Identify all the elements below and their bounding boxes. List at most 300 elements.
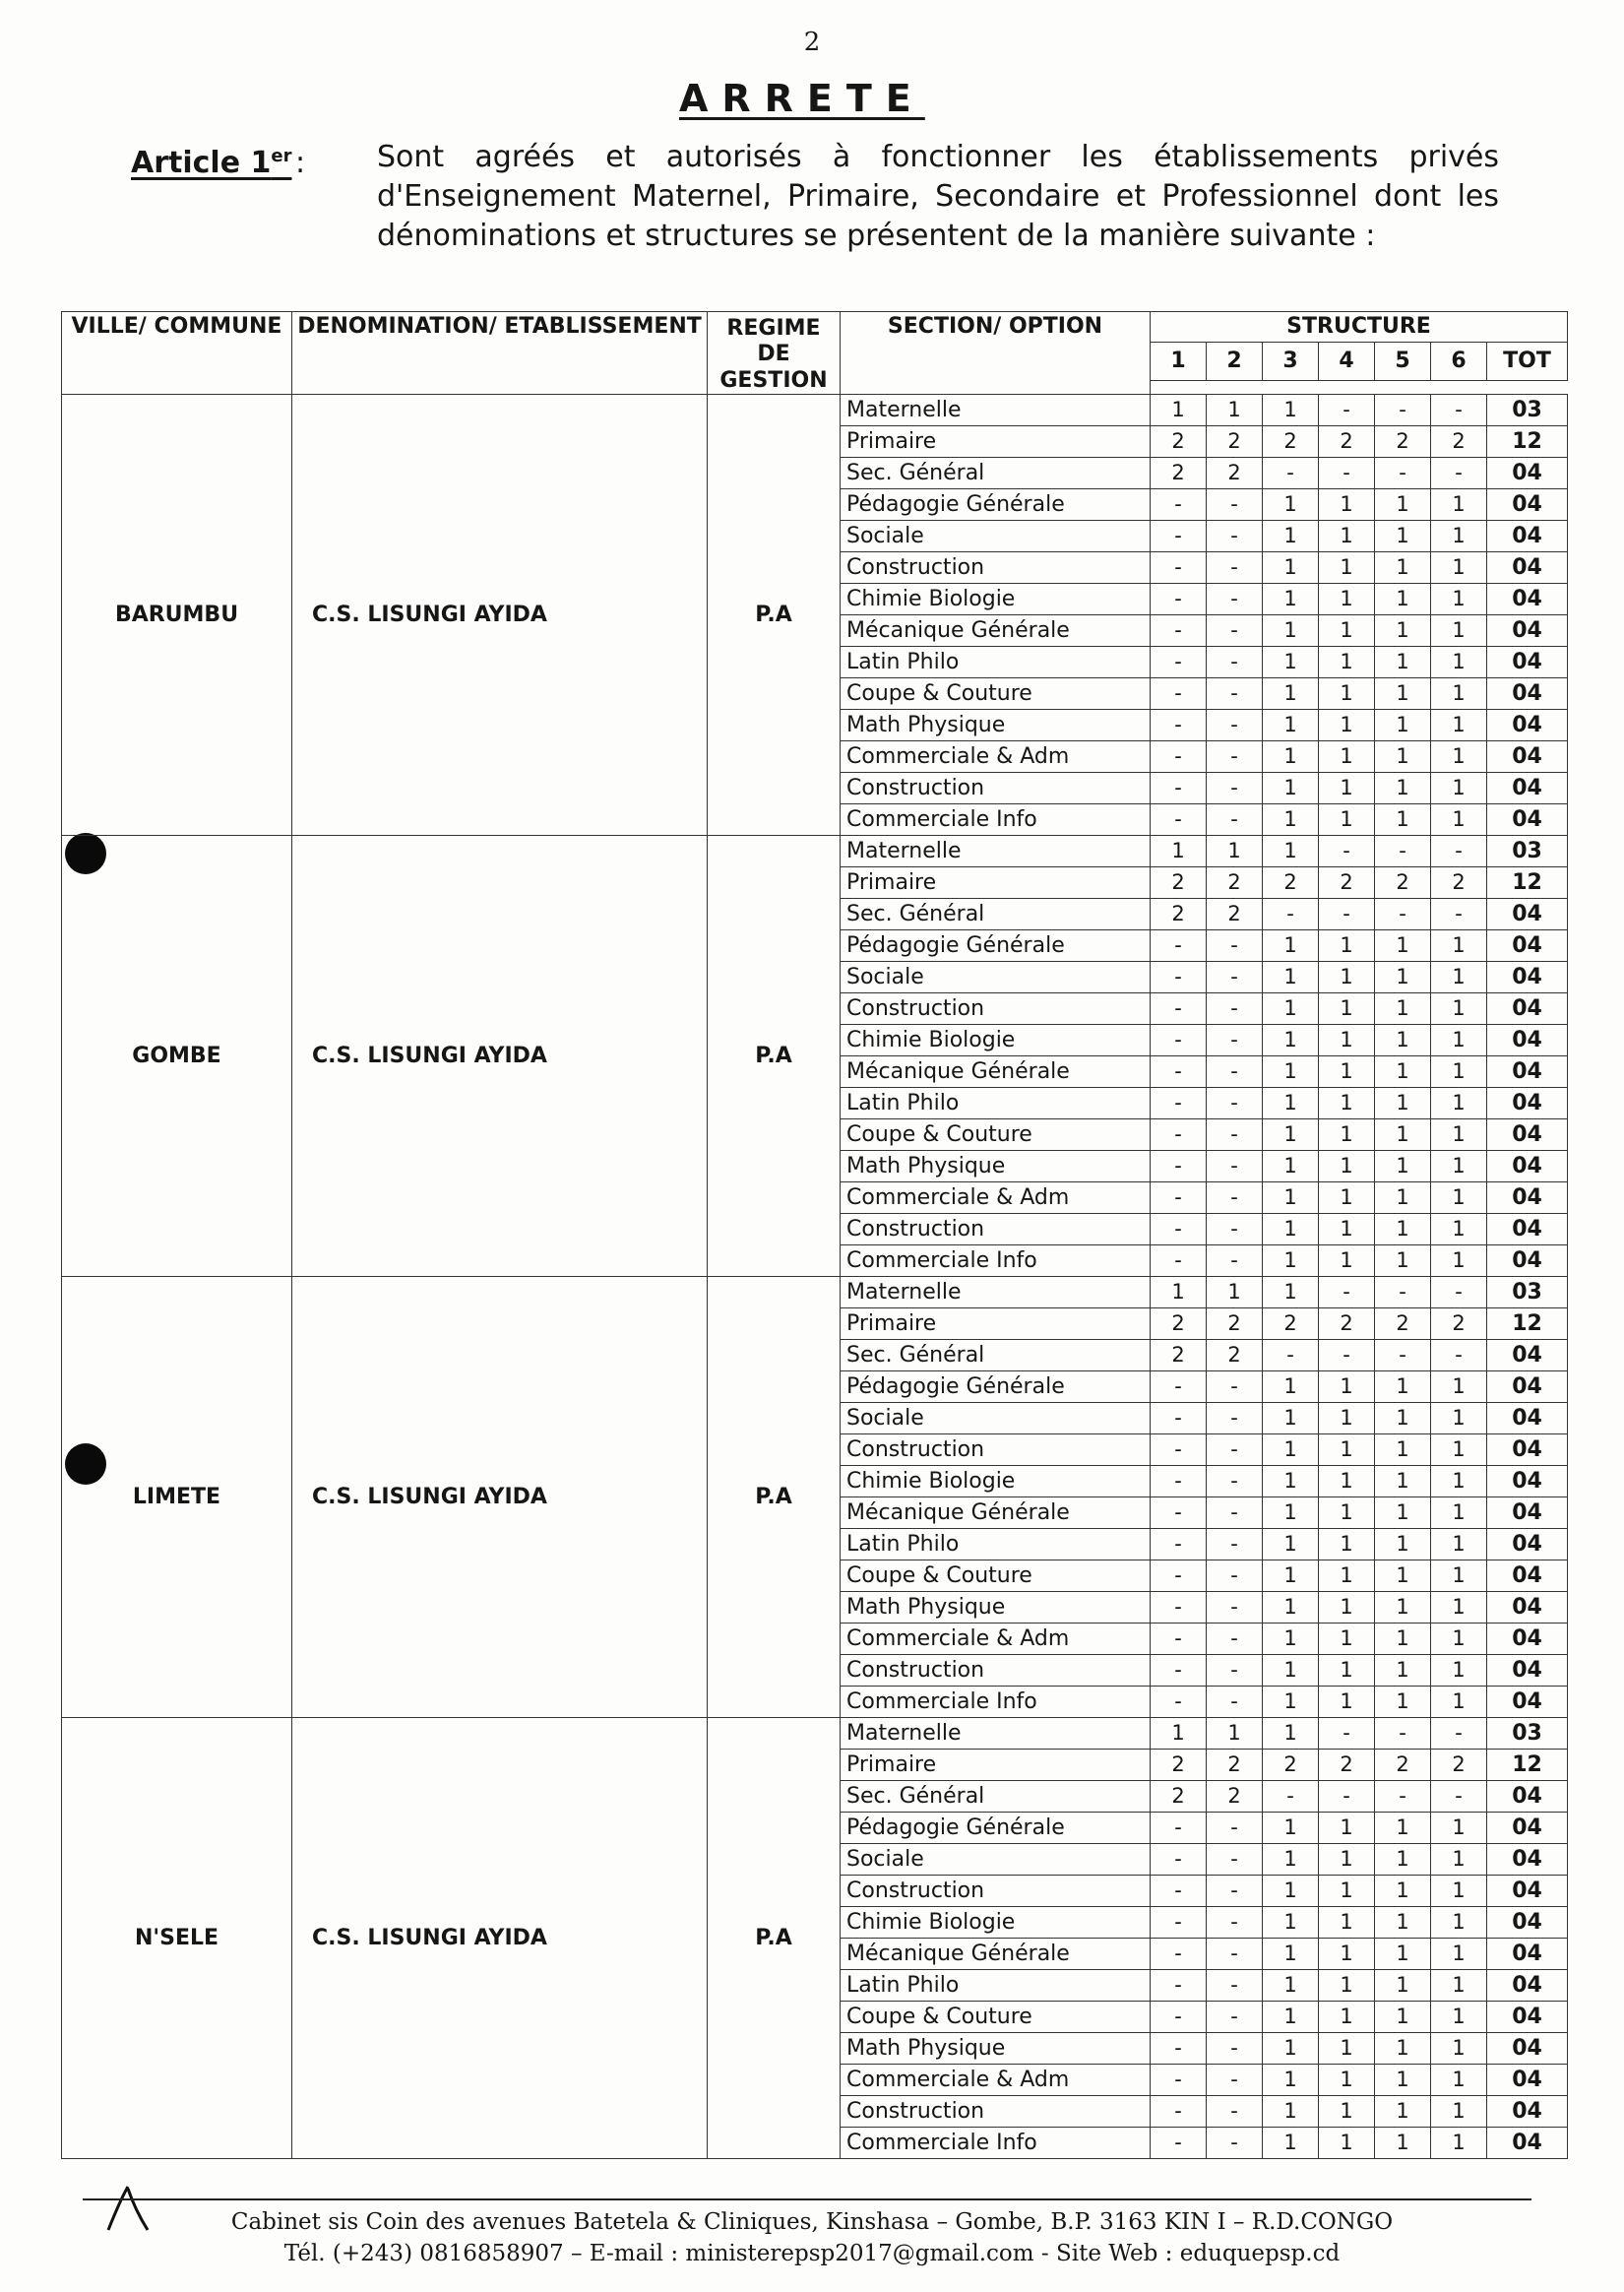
tot-cell: 04	[1487, 1624, 1568, 1655]
section-cell: Mécanique Générale	[841, 1939, 1151, 1970]
year-2-cell: -	[1207, 552, 1263, 584]
year-1-cell: -	[1151, 678, 1207, 710]
year-2-cell: 2	[1207, 426, 1263, 458]
year-1-cell: -	[1151, 1813, 1207, 1844]
year-2-cell: -	[1207, 1687, 1263, 1718]
year-6-cell: 1	[1431, 1056, 1487, 1088]
tot-cell: 04	[1487, 1781, 1568, 1813]
year-6-cell: 1	[1431, 804, 1487, 836]
table-row	[62, 1277, 1568, 1308]
year-2-cell: -	[1207, 1056, 1263, 1088]
year-5-cell: -	[1375, 1340, 1431, 1371]
year-3-cell: 1	[1263, 804, 1319, 836]
year-3-cell: 1	[1263, 647, 1319, 678]
header-structure: STRUCTURE	[1151, 312, 1568, 343]
year-4-cell: 1	[1319, 647, 1375, 678]
year-6-cell: 1	[1431, 678, 1487, 710]
tot-cell: 04	[1487, 1403, 1568, 1434]
tot-cell: 04	[1487, 1371, 1568, 1403]
tot-cell: 04	[1487, 773, 1568, 804]
year-3-cell: 2	[1263, 867, 1319, 899]
year-3-cell: 1	[1263, 678, 1319, 710]
year-6-cell: 1	[1431, 615, 1487, 647]
year-1-cell: 2	[1151, 1308, 1207, 1340]
year-4-cell: 1	[1319, 678, 1375, 710]
year-2-cell: -	[1207, 1655, 1263, 1687]
year-1-cell: -	[1151, 647, 1207, 678]
year-1-cell: 2	[1151, 1340, 1207, 1371]
tot-cell: 04	[1487, 615, 1568, 647]
year-2-cell: -	[1207, 1025, 1263, 1056]
year-6-cell: -	[1431, 395, 1487, 426]
year-5-cell: 1	[1375, 1056, 1431, 1088]
year-4-cell: 1	[1319, 2002, 1375, 2033]
year-3-cell: 1	[1263, 962, 1319, 993]
tot-cell: 04	[1487, 584, 1568, 615]
year-4-cell: -	[1319, 1781, 1375, 1813]
section-cell: Commerciale & Adm	[841, 1182, 1151, 1214]
year-6-cell: 1	[1431, 2033, 1487, 2065]
section-cell: Construction	[841, 1434, 1151, 1466]
year-3-cell: 1	[1263, 1655, 1319, 1687]
year-3-cell: 1	[1263, 1025, 1319, 1056]
year-6-cell: 1	[1431, 741, 1487, 773]
year-2-cell: -	[1207, 1624, 1263, 1655]
year-5-cell: 1	[1375, 1907, 1431, 1939]
year-5-cell: 1	[1375, 1655, 1431, 1687]
year-3-cell: 1	[1263, 395, 1319, 426]
year-5-cell: 1	[1375, 1560, 1431, 1592]
year-3-cell: 1	[1263, 710, 1319, 741]
year-2-cell: -	[1207, 1182, 1263, 1214]
year-5-cell: 1	[1375, 489, 1431, 521]
year-1-cell: -	[1151, 1907, 1207, 1939]
year-1-cell: -	[1151, 1876, 1207, 1907]
year-5-cell: 1	[1375, 1434, 1431, 1466]
section-cell: Construction	[841, 2096, 1151, 2128]
year-1-cell: -	[1151, 993, 1207, 1025]
year-5-cell: 1	[1375, 1939, 1431, 1970]
year-1-cell: -	[1151, 1403, 1207, 1434]
year-4-cell: 1	[1319, 2128, 1375, 2159]
etablissement-cell: C.S. LISUNGI AYIDA	[292, 395, 708, 836]
year-4-cell: 1	[1319, 1245, 1375, 1277]
year-5-cell: 2	[1375, 426, 1431, 458]
section-cell: Pédagogie Générale	[841, 1371, 1151, 1403]
year-5-cell: 1	[1375, 1088, 1431, 1119]
year-5-cell: 1	[1375, 741, 1431, 773]
header-year-4: 4	[1319, 343, 1375, 381]
tot-cell: 04	[1487, 1592, 1568, 1624]
year-3-cell: -	[1263, 1340, 1319, 1371]
year-1-cell: -	[1151, 1529, 1207, 1560]
year-2-cell: -	[1207, 1939, 1263, 1970]
year-4-cell: 1	[1319, 1939, 1375, 1970]
commune-cell: N'SELE	[62, 1718, 292, 2159]
year-5-cell: 1	[1375, 521, 1431, 552]
tot-cell: 04	[1487, 678, 1568, 710]
year-1-cell: -	[1151, 1151, 1207, 1182]
year-3-cell: 1	[1263, 1844, 1319, 1876]
year-2-cell: 2	[1207, 899, 1263, 930]
section-cell: Mécanique Générale	[841, 1056, 1151, 1088]
year-1-cell: 2	[1151, 1750, 1207, 1781]
year-6-cell: 1	[1431, 1970, 1487, 2002]
tot-cell: 04	[1487, 1970, 1568, 2002]
year-6-cell: 2	[1431, 1750, 1487, 1781]
year-3-cell: 1	[1263, 2033, 1319, 2065]
article-label-sup: er	[271, 146, 292, 166]
etablissement-cell: C.S. LISUNGI AYIDA	[292, 1277, 708, 1718]
year-1-cell: 1	[1151, 1718, 1207, 1750]
tot-cell: 04	[1487, 710, 1568, 741]
section-cell: Construction	[841, 1876, 1151, 1907]
section-cell: Math Physique	[841, 1592, 1151, 1624]
year-1-cell: -	[1151, 1119, 1207, 1151]
year-4-cell: 1	[1319, 521, 1375, 552]
tot-cell: 04	[1487, 1056, 1568, 1088]
header-year-1: 1	[1151, 343, 1207, 381]
header-year-2: 2	[1207, 343, 1263, 381]
section-cell: Primaire	[841, 426, 1151, 458]
year-4-cell: 1	[1319, 930, 1375, 962]
year-5-cell: 1	[1375, 1151, 1431, 1182]
year-2-cell: -	[1207, 2002, 1263, 2033]
year-1-cell: -	[1151, 489, 1207, 521]
year-5-cell: 2	[1375, 1750, 1431, 1781]
year-6-cell: 1	[1431, 2065, 1487, 2096]
year-1-cell: 2	[1151, 426, 1207, 458]
year-2-cell: 1	[1207, 1718, 1263, 1750]
section-cell: Construction	[841, 552, 1151, 584]
year-2-cell: -	[1207, 584, 1263, 615]
tot-cell: 04	[1487, 2128, 1568, 2159]
year-1-cell: -	[1151, 615, 1207, 647]
table-head	[62, 312, 1568, 395]
header-year-3: 3	[1263, 343, 1319, 381]
year-4-cell: 1	[1319, 1813, 1375, 1844]
section-cell: Commerciale & Adm	[841, 1624, 1151, 1655]
year-3-cell: 1	[1263, 615, 1319, 647]
tot-cell: 12	[1487, 1308, 1568, 1340]
section-cell: Primaire	[841, 867, 1151, 899]
year-3-cell: 1	[1263, 993, 1319, 1025]
tot-cell: 04	[1487, 930, 1568, 962]
year-5-cell: 1	[1375, 2096, 1431, 2128]
tot-cell: 04	[1487, 1813, 1568, 1844]
year-2-cell: -	[1207, 1151, 1263, 1182]
year-4-cell: 1	[1319, 710, 1375, 741]
year-5-cell: 1	[1375, 1592, 1431, 1624]
tot-cell: 04	[1487, 962, 1568, 993]
year-3-cell: 1	[1263, 1466, 1319, 1497]
year-1-cell: 1	[1151, 395, 1207, 426]
year-6-cell: 1	[1431, 773, 1487, 804]
year-1-cell: 2	[1151, 458, 1207, 489]
header-year-6: 6	[1431, 343, 1487, 381]
section-cell: Commerciale Info	[841, 804, 1151, 836]
section-cell: Construction	[841, 773, 1151, 804]
year-5-cell: 1	[1375, 930, 1431, 962]
year-3-cell: 1	[1263, 1560, 1319, 1592]
year-5-cell: 1	[1375, 1214, 1431, 1245]
year-4-cell: 1	[1319, 615, 1375, 647]
year-1-cell: -	[1151, 2002, 1207, 2033]
year-6-cell: 1	[1431, 1560, 1487, 1592]
year-4-cell: 1	[1319, 2065, 1375, 2096]
article-label-text: Article 1	[131, 146, 272, 180]
year-6-cell: 1	[1431, 1939, 1487, 1970]
year-3-cell: 1	[1263, 1371, 1319, 1403]
year-6-cell: -	[1431, 458, 1487, 489]
year-1-cell: -	[1151, 1939, 1207, 1970]
year-6-cell: 1	[1431, 647, 1487, 678]
year-3-cell: 2	[1263, 1750, 1319, 1781]
article-text: Sont agréés et autorisés à fonctionner les établissements privés d'Enseignement Maternel, Primaire, Secondaire et Professionnel dont les dénominations et structures se présentent de la manière suivante :	[377, 140, 1499, 253]
regime-cell: P.A	[708, 395, 841, 836]
year-6-cell: 1	[1431, 1182, 1487, 1214]
year-1-cell: -	[1151, 1497, 1207, 1529]
year-5-cell: -	[1375, 836, 1431, 867]
year-5-cell: 1	[1375, 1844, 1431, 1876]
section-cell: Latin Philo	[841, 647, 1151, 678]
year-2-cell: -	[1207, 1245, 1263, 1277]
tot-cell: 04	[1487, 1497, 1568, 1529]
tot-cell: 04	[1487, 1245, 1568, 1277]
year-5-cell: 1	[1375, 615, 1431, 647]
regime-cell: P.A	[708, 1277, 841, 1718]
year-1-cell: -	[1151, 962, 1207, 993]
year-2-cell: -	[1207, 1214, 1263, 1245]
year-1-cell: -	[1151, 1560, 1207, 1592]
year-4-cell: -	[1319, 395, 1375, 426]
section-cell: Sec. Général	[841, 899, 1151, 930]
year-2-cell: 1	[1207, 836, 1263, 867]
section-cell: Commerciale Info	[841, 2128, 1151, 2159]
year-3-cell: 1	[1263, 2096, 1319, 2128]
year-6-cell: 1	[1431, 1624, 1487, 1655]
year-1-cell: -	[1151, 804, 1207, 836]
year-6-cell: -	[1431, 1277, 1487, 1308]
year-2-cell: -	[1207, 1497, 1263, 1529]
year-6-cell: -	[1431, 1718, 1487, 1750]
table-row	[62, 836, 1568, 867]
year-4-cell: 1	[1319, 2096, 1375, 2128]
tot-cell: 04	[1487, 1529, 1568, 1560]
year-5-cell: 1	[1375, 1876, 1431, 1907]
header-spacer	[1151, 381, 1568, 395]
tot-cell: 12	[1487, 426, 1568, 458]
section-cell: Sociale	[841, 1844, 1151, 1876]
tot-cell: 04	[1487, 1655, 1568, 1687]
tot-cell: 04	[1487, 2033, 1568, 2065]
year-1-cell: 1	[1151, 1277, 1207, 1308]
year-2-cell: -	[1207, 1403, 1263, 1434]
year-1-cell: -	[1151, 1624, 1207, 1655]
tot-cell: 04	[1487, 804, 1568, 836]
year-6-cell: 1	[1431, 1497, 1487, 1529]
year-4-cell: -	[1319, 458, 1375, 489]
year-3-cell: 1	[1263, 2128, 1319, 2159]
tot-cell: 04	[1487, 1844, 1568, 1876]
year-2-cell: -	[1207, 2065, 1263, 2096]
year-2-cell: -	[1207, 489, 1263, 521]
tot-cell: 04	[1487, 647, 1568, 678]
year-3-cell: 1	[1263, 2002, 1319, 2033]
year-2-cell: -	[1207, 962, 1263, 993]
year-6-cell: 1	[1431, 1434, 1487, 1466]
year-6-cell: -	[1431, 1340, 1487, 1371]
commune-cell: LIMETE	[62, 1277, 292, 1718]
year-1-cell: -	[1151, 1025, 1207, 1056]
year-4-cell: 1	[1319, 1434, 1375, 1466]
year-6-cell: 1	[1431, 1813, 1487, 1844]
year-6-cell: 1	[1431, 1529, 1487, 1560]
year-3-cell: 1	[1263, 773, 1319, 804]
year-6-cell: 2	[1431, 867, 1487, 899]
year-6-cell: 1	[1431, 1844, 1487, 1876]
year-5-cell: 1	[1375, 773, 1431, 804]
year-2-cell: -	[1207, 521, 1263, 552]
year-4-cell: 1	[1319, 773, 1375, 804]
year-1-cell: -	[1151, 2033, 1207, 2065]
year-5-cell: 1	[1375, 993, 1431, 1025]
year-3-cell: 2	[1263, 426, 1319, 458]
year-1-cell: -	[1151, 584, 1207, 615]
structure-table	[61, 311, 1568, 2159]
table-body	[62, 395, 1568, 2159]
year-3-cell: 1	[1263, 1529, 1319, 1560]
footer-contact: Tél. (+243) 0816858907 – E-mail : ministerepsp2017@gmail.com - Site Web : eduquepsp.cd	[283, 2241, 1341, 2266]
year-5-cell: 1	[1375, 647, 1431, 678]
year-5-cell: -	[1375, 1781, 1431, 1813]
tot-cell: 04	[1487, 1340, 1568, 1371]
year-2-cell: -	[1207, 615, 1263, 647]
header-year-5: 5	[1375, 343, 1431, 381]
year-6-cell: 1	[1431, 2002, 1487, 2033]
year-4-cell: 1	[1319, 1907, 1375, 1939]
year-5-cell: 1	[1375, 1624, 1431, 1655]
year-4-cell: 1	[1319, 1687, 1375, 1718]
year-2-cell: -	[1207, 1466, 1263, 1497]
year-6-cell: 1	[1431, 1466, 1487, 1497]
year-3-cell: 1	[1263, 1718, 1319, 1750]
year-2-cell: -	[1207, 1529, 1263, 1560]
year-4-cell: -	[1319, 1340, 1375, 1371]
year-5-cell: 1	[1375, 552, 1431, 584]
year-6-cell: 1	[1431, 1592, 1487, 1624]
year-4-cell: 1	[1319, 2033, 1375, 2065]
year-2-cell: -	[1207, 1970, 1263, 2002]
regime-cell: P.A	[708, 836, 841, 1277]
year-2-cell: 2	[1207, 867, 1263, 899]
year-4-cell: 1	[1319, 1151, 1375, 1182]
header-regime: REGIME DE GESTION	[708, 312, 841, 395]
section-cell: Commerciale & Adm	[841, 2065, 1151, 2096]
year-2-cell: -	[1207, 1876, 1263, 1907]
year-2-cell: -	[1207, 1088, 1263, 1119]
tot-cell: 04	[1487, 458, 1568, 489]
section-cell: Chimie Biologie	[841, 1025, 1151, 1056]
year-3-cell: 1	[1263, 930, 1319, 962]
year-1-cell: 1	[1151, 836, 1207, 867]
section-cell: Pédagogie Générale	[841, 489, 1151, 521]
year-4-cell: 1	[1319, 1466, 1375, 1497]
year-2-cell: -	[1207, 710, 1263, 741]
section-cell: Pédagogie Générale	[841, 930, 1151, 962]
tot-cell: 04	[1487, 899, 1568, 930]
year-3-cell: 1	[1263, 1056, 1319, 1088]
year-3-cell: 1	[1263, 1245, 1319, 1277]
tot-cell: 04	[1487, 741, 1568, 773]
year-3-cell: 1	[1263, 1624, 1319, 1655]
year-4-cell: 2	[1319, 1750, 1375, 1781]
tot-cell: 04	[1487, 1560, 1568, 1592]
year-2-cell: -	[1207, 1434, 1263, 1466]
section-cell: Pédagogie Générale	[841, 1813, 1151, 1844]
year-6-cell: 1	[1431, 1119, 1487, 1151]
year-3-cell: 1	[1263, 489, 1319, 521]
year-3-cell: 1	[1263, 836, 1319, 867]
year-5-cell: 1	[1375, 1497, 1431, 1529]
year-4-cell: 1	[1319, 1497, 1375, 1529]
year-6-cell: 1	[1431, 930, 1487, 962]
year-4-cell: 1	[1319, 741, 1375, 773]
year-5-cell: -	[1375, 899, 1431, 930]
year-3-cell: 1	[1263, 1119, 1319, 1151]
year-3-cell: 1	[1263, 1939, 1319, 1970]
year-6-cell: 1	[1431, 1214, 1487, 1245]
tot-cell: 04	[1487, 1088, 1568, 1119]
section-cell: Latin Philo	[841, 1529, 1151, 1560]
year-5-cell: 1	[1375, 1813, 1431, 1844]
year-1-cell: 2	[1151, 1781, 1207, 1813]
tot-cell: 04	[1487, 1687, 1568, 1718]
year-3-cell: 1	[1263, 584, 1319, 615]
year-1-cell: -	[1151, 2065, 1207, 2096]
tot-cell: 04	[1487, 2002, 1568, 2033]
tot-cell: 04	[1487, 1434, 1568, 1466]
year-1-cell: -	[1151, 773, 1207, 804]
year-3-cell: 2	[1263, 1308, 1319, 1340]
header-denomination: DENOMINATION/ ETABLISSEMENT	[292, 312, 708, 395]
etablissement-cell: C.S. LISUNGI AYIDA	[292, 836, 708, 1277]
year-2-cell: 2	[1207, 1308, 1263, 1340]
section-cell: Sociale	[841, 1403, 1151, 1434]
year-6-cell: 1	[1431, 2128, 1487, 2159]
year-1-cell: -	[1151, 2096, 1207, 2128]
section-cell: Primaire	[841, 1750, 1151, 1781]
year-5-cell: 1	[1375, 1466, 1431, 1497]
year-4-cell: 1	[1319, 1214, 1375, 1245]
year-1-cell: -	[1151, 1844, 1207, 1876]
year-2-cell: -	[1207, 1907, 1263, 1939]
header-ville: VILLE/ COMMUNE	[62, 312, 292, 395]
regime-cell: P.A	[708, 1718, 841, 2159]
year-6-cell: 1	[1431, 1088, 1487, 1119]
year-2-cell: 1	[1207, 1277, 1263, 1308]
year-3-cell: 1	[1263, 552, 1319, 584]
tot-cell: 04	[1487, 1876, 1568, 1907]
section-cell: Mécanique Générale	[841, 1497, 1151, 1529]
year-3-cell: 1	[1263, 1813, 1319, 1844]
tot-cell: 12	[1487, 1750, 1568, 1781]
tot-cell: 03	[1487, 1277, 1568, 1308]
year-6-cell: 1	[1431, 489, 1487, 521]
year-3-cell: 1	[1263, 1876, 1319, 1907]
year-1-cell: -	[1151, 1056, 1207, 1088]
tot-cell: 04	[1487, 1025, 1568, 1056]
